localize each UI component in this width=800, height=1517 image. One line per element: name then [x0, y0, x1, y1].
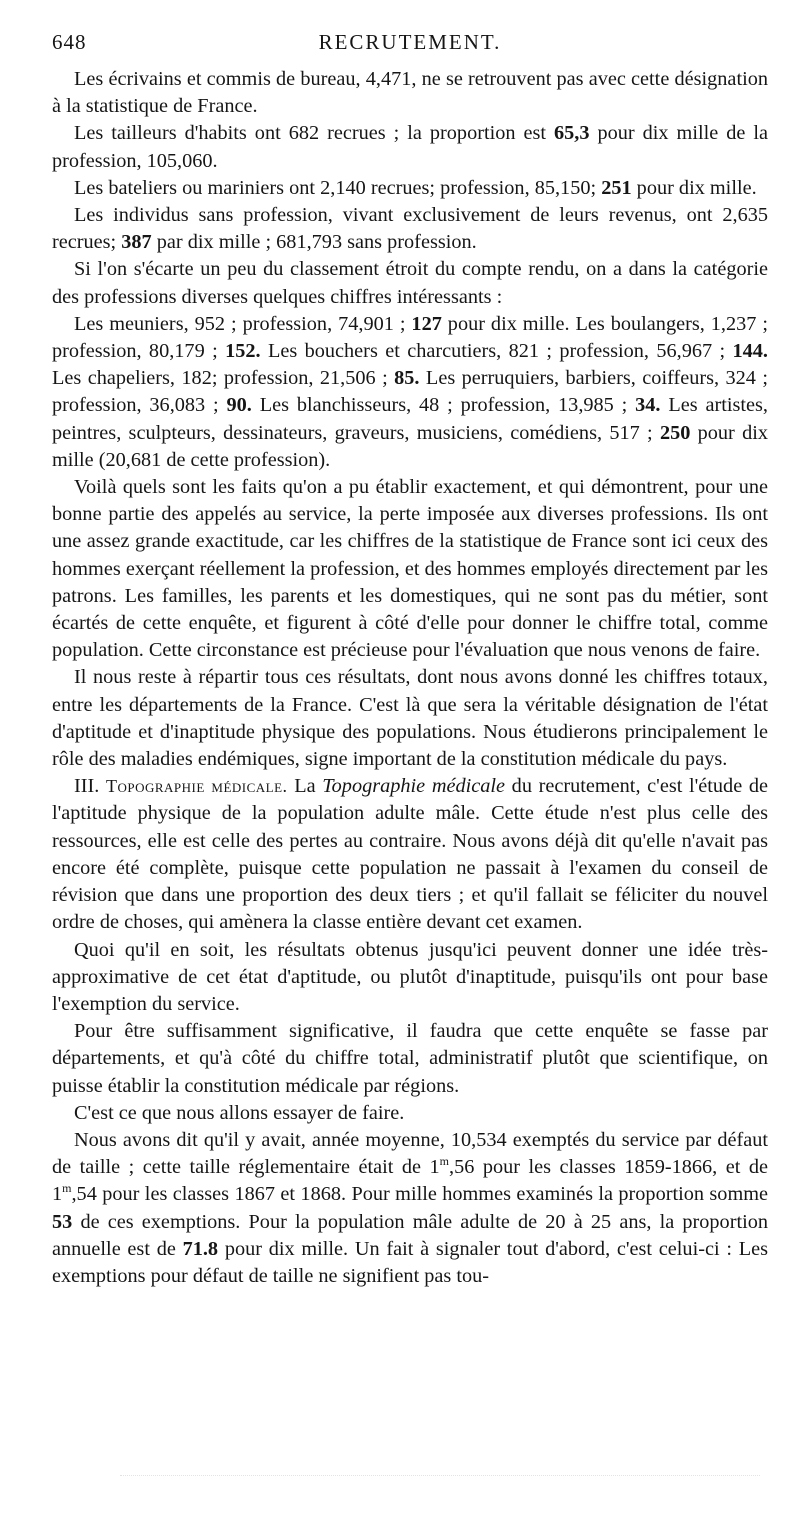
- paragraph-8: [52, 664, 768, 773]
- text-run: ,54 pour les classes 1867 et 1868. Pour mille hommes examinés la proportion somme: [71, 1183, 768, 1206]
- text-run: Les individus sans profession, vivant exclusivement de leurs revenus, ont 2,635 recrues;: [52, 204, 768, 254]
- text-run: de ces exemptions. Pour la population mâle adulte de 20 à 25 ans, la proportion annuelle est de: [52, 1210, 768, 1260]
- text-run: pour dix mille.: [631, 176, 757, 199]
- superscript: m: [439, 1154, 449, 1169]
- paragraph-13: [52, 1127, 768, 1290]
- bold-figure: 250: [659, 421, 691, 444]
- text-run: Quoi qu'il en soit, les résultats obtenus jusqu'ici peuvent donner une idée très-approximative de cet état d'aptitude, ou plutôt d'inaptitude, puisqu'ils ont pour base l'exemption du service.: [52, 938, 768, 1015]
- text-run: Il nous reste à répartir tous ces résultats, dont nous avons donné les chiffres totaux, entre les départements de la France. C'est là que sera la véritable désignation de l'état d'aptitude et d'inaptitude physique des populations. Nous étudierons principalement le rôle des maladies endémiques, signe important de la constitution médicale du pays.: [52, 666, 768, 771]
- paragraph-4: [52, 202, 768, 256]
- text-run: pour dix mille de la profession, 105,060.: [52, 122, 768, 172]
- paragraph-6: [52, 311, 768, 474]
- text-run: du recrutement, c'est l'étude de l'aptitude physique de la population adulte mâle. Cette étude n'est plus celle des ressources, elle est celle des pertes au contraire. Nous avons déjà dit qu'elle n'avait pas encore été complète, puisque cette population ne passait à l'examen du conseil de révision que dans une proportion des deux tiers ; et qu'il fallait se féliciter du nouvel ordre de choses, qui amènera la classe entière devant cet examen.: [52, 775, 768, 934]
- bold-figure: 251: [601, 176, 632, 199]
- superscript: m: [62, 1181, 72, 1196]
- bold-figure: 152.: [225, 340, 261, 363]
- page-body-text: [52, 66, 768, 1290]
- paragraph-7: [52, 474, 768, 664]
- paragraph-12: [52, 1100, 768, 1127]
- text-run: ,56 pour les classes 1859-1866, et de 1: [52, 1156, 768, 1206]
- bold-figure: 85.: [394, 367, 420, 390]
- text-run: pour dix mille (20,681 de cette profession).: [52, 421, 769, 471]
- faint-bleedthrough-line: [120, 1475, 760, 1484]
- text-run: Les blanchisseurs, 48 ; profession, 13,985 ;: [251, 394, 636, 417]
- paragraph-3: [52, 175, 768, 202]
- text-run: Les perruquiers, barbiers, coiffeurs, 324 ; profession, 36,083 ;: [52, 367, 768, 417]
- text-run: III.: [74, 775, 106, 798]
- running-title: RECRUTEMENT.: [318, 30, 502, 54]
- text-run: pour dix mille. Les boulangers, 1,237 ; profession, 80,179 ;: [52, 312, 768, 363]
- bold-figure: 127: [411, 312, 442, 335]
- bold-figure: 71.8: [182, 1237, 219, 1260]
- text-run: Si l'on s'écarte un peu du classement étroit du compte rendu, on a dans la catégorie des professions diverses quelques chiffres intéressants :: [52, 258, 768, 308]
- paragraph-9: [52, 773, 768, 936]
- text-run: Les chapeliers, 182; profession, 21,506 ;: [52, 367, 395, 390]
- text-run: Nous avons dit qu'il y avait, année moyenne, 10,534 exemptés du service par défaut de taille ; cette taille réglementaire était de 1: [52, 1128, 768, 1179]
- paragraph-1: [52, 66, 768, 120]
- text-run: Les écrivains et commis de bureau, 4,471, ne se retrouvent pas avec cette désignation à la statistique de France.: [52, 68, 768, 118]
- italic-text: Topographie médicale: [322, 775, 506, 798]
- text-run: Pour être suffisamment significative, il faudra que cette enquête se fasse par départements, et qu'à côté du chiffre total, administratif plutôt que scientifique, on puisse établir la constitution médicale par régions.: [52, 1020, 768, 1097]
- bold-figure: 387: [121, 231, 152, 254]
- paragraph-10: [52, 937, 768, 1019]
- bold-figure: 65,3: [554, 122, 590, 145]
- text-run: Les meuniers, 952 ; profession, 74,901 ;: [74, 312, 412, 335]
- text-run: pour dix mille. Un fait à signaler tout d'abord, c'est celui-ci : Les exemptions pour défaut de taille ne signifient pas tou-: [52, 1237, 768, 1287]
- text-run: C'est ce que nous allons essayer de faire.: [74, 1101, 405, 1124]
- text-run: Les bouchers et charcutiers, 821 ; profession, 56,967 ;: [260, 340, 733, 363]
- bold-figure: 144.: [732, 340, 768, 363]
- text-run: Les tailleurs d'habits ont 682 recrues ; la proportion est: [74, 122, 555, 145]
- page-header: [52, 30, 768, 60]
- small-caps-heading: Topographie médicale.: [105, 776, 288, 797]
- paragraph-5: [52, 256, 768, 310]
- text-run: Les bateliers ou mariniers ont 2,140 recrues; profession, 85,150;: [74, 176, 602, 199]
- bold-figure: 90.: [226, 394, 252, 417]
- paragraph-2: [52, 120, 768, 174]
- text-run: par dix mille ; 681,793 sans profession.: [151, 231, 477, 254]
- paragraph-11: [52, 1018, 768, 1100]
- text-run: La: [287, 775, 323, 798]
- text-run: Voilà quels sont les faits qu'on a pu établir exactement, et qui démontrent, pour une bonne partie des appelés au service, la perte imposée aux diverses professions. Ils ont une assez grande exactitude, car les chiffres de la statistique de France sont ici ceux des hommes exerçant réellement la profession, et des hommes employés directement par les patrons. Les familles, les parents et les domestiques, qui ne sont pas du métier, sont écartés de cette enquête, et figurent à côté d'elle pour donner le chiffre total, comme population. Cette circonstance est précieuse pour l'évaluation que nous venons de faire.: [52, 476, 768, 662]
- page-number: 648: [52, 30, 87, 54]
- text-run: Les artistes, peintres, sculpteurs, dessinateurs, graveurs, musiciens, comédiens, 517 ;: [52, 394, 768, 444]
- bold-figure: 34.: [635, 394, 661, 417]
- bold-figure: 53: [52, 1210, 73, 1233]
